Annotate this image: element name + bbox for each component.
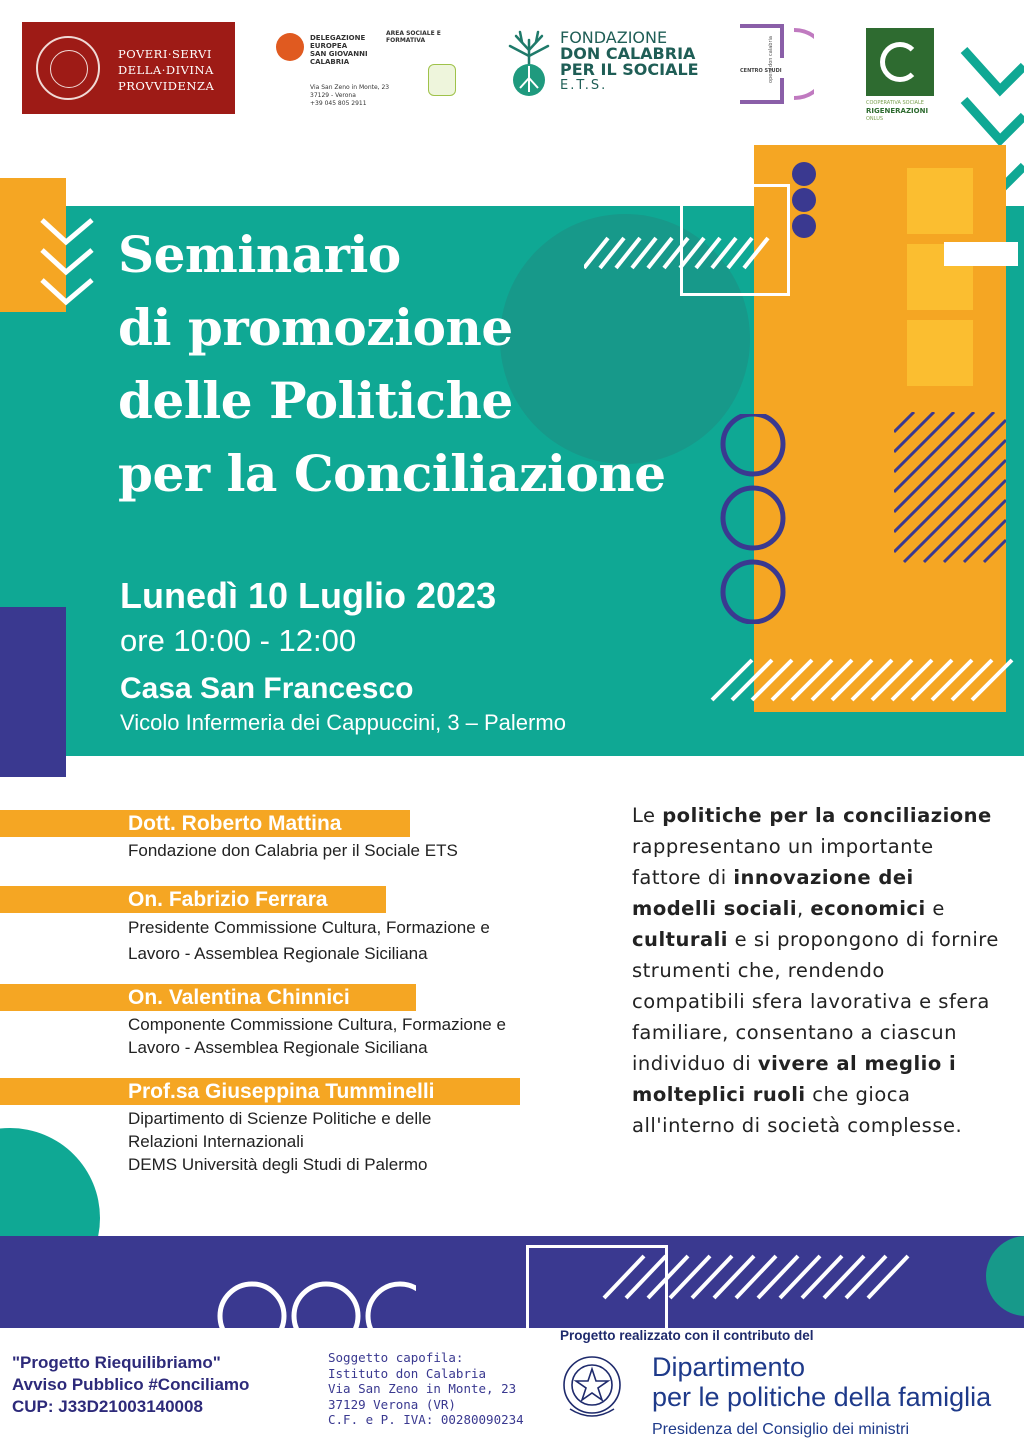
centro-studi-sub: opera don calabria — [768, 36, 774, 83]
speaker-role — [128, 1013, 608, 1059]
delegazione-mark-icon — [276, 33, 304, 61]
title-line: per la Conciliazione — [118, 444, 666, 503]
capofila-line: 37129 Verona (VR) — [328, 1396, 456, 1412]
project-info — [12, 1352, 249, 1418]
department-subtitle: per le politiche della famiglia — [652, 1382, 992, 1412]
orange-tile — [907, 168, 973, 234]
presidency-label: Presidenza del Consiglio dei ministri — [652, 1421, 910, 1438]
contribution-label: Progetto realizzato con il contributo del — [560, 1328, 814, 1343]
emphasis-text: vivere al meglio i molteplici ruoli — [632, 1052, 957, 1106]
role-line: Componente Commissione Cultura, Formazione e — [128, 1015, 506, 1034]
title-line: Seminario — [118, 225, 401, 284]
capofila-line: Via San Zeno in Monte, 23 — [328, 1381, 517, 1396]
address-line: +39 045 805 2911 — [310, 100, 367, 107]
white-rings-icon — [216, 1276, 416, 1328]
navy-dot-shape — [792, 214, 816, 238]
emphasis-text: culturali — [632, 928, 728, 951]
capofila-line: Istituto don Calabria — [328, 1365, 487, 1381]
role-line: Lavoro - Assemblea Regionale Siciliana — [128, 1038, 428, 1057]
role-line: Fondazione don Calabria per il Sociale ETS — [128, 841, 458, 860]
spiral-icon — [866, 28, 934, 96]
address-line: 37129 - Verona — [310, 92, 356, 99]
logo-line: PROVVIDENZA — [118, 79, 215, 93]
poveri-servi-logo — [22, 22, 235, 114]
speaker-name: On. Fabrizio Ferrara — [128, 888, 328, 911]
speaker-role — [128, 839, 608, 862]
italian-emblem-icon — [560, 1351, 624, 1425]
speaker-name: On. Valentina Chinnici — [128, 986, 350, 1009]
capofila-line: C.F. e P. IVA: 00280090234 — [328, 1412, 524, 1427]
role-line: Relazioni Internazionali — [128, 1132, 304, 1151]
logo-line: POVERI·SERVI — [118, 47, 212, 61]
delegazione-name — [310, 34, 368, 66]
rigenerazioni-logo — [866, 28, 934, 122]
conciliation-description — [632, 800, 1004, 1141]
emphasis-text: economici — [810, 897, 926, 920]
role-line: DEMS Università degli Studi di Palermo — [128, 1155, 428, 1174]
title-line: delle Politiche — [118, 371, 513, 430]
body-text: che gioca all'interno di società complesse. — [632, 1083, 963, 1137]
logo-line: EUROPEA — [310, 42, 348, 50]
fondazione-line: DON CALABRIA — [560, 44, 696, 63]
fondazione-line: E.T.S. — [560, 78, 608, 93]
speaker-name-bar — [0, 810, 410, 837]
rigenerazioni-line: COOPERATIVA SOCIALE — [866, 100, 924, 106]
body-text: rappresentano un importante fattore di — [632, 835, 934, 889]
event-date: Lunedì 10 Luglio 2023 — [120, 575, 497, 616]
speaker-role — [128, 1107, 608, 1176]
speaker-name: Dott. Roberto Mattina — [128, 812, 342, 835]
event-time: ore 10:00 - 12:00 — [120, 623, 357, 658]
project-line: CUP: J33D21003140008 — [12, 1397, 203, 1416]
badge-icon — [428, 64, 456, 96]
centro-studi-logo — [738, 22, 814, 106]
navy-dot-shape — [792, 188, 816, 212]
white-stripes-lower-icon — [708, 656, 1024, 704]
role-line: Lavoro - Assemblea Regionale Siciliana — [128, 944, 428, 963]
fondazione-line: FONDAZIONE — [560, 28, 668, 47]
project-line: Avviso Pubblico #Conciliamo — [12, 1375, 250, 1394]
fondazione-line: PER IL SOCIALE — [560, 60, 699, 79]
capofila-line: Soggetto capofila: — [328, 1350, 464, 1365]
poveri-servi-text — [118, 46, 214, 94]
speaker-name-bar — [0, 886, 386, 913]
navy-dot-shape — [792, 162, 816, 186]
logo-line: CALABRIA — [310, 58, 350, 66]
logo-line: DELLA·DIVINA — [118, 63, 214, 77]
lead-partner-info — [328, 1350, 524, 1428]
event-address: Vicolo Infermeria dei Cappuccini, 3 – Palermo — [120, 710, 566, 735]
event-title — [118, 218, 738, 510]
role-line: Dipartimento di Scienze Politiche e delle — [128, 1109, 432, 1128]
delegazione-area: AREA SOCIALE E FORMATIVA — [386, 30, 441, 44]
logo-line: SAN GIOVANNI — [310, 50, 368, 58]
seal-icon — [36, 36, 100, 100]
body-text: Le — [632, 804, 663, 827]
address-line: Via San Zeno in Monte, 23 — [310, 84, 390, 91]
role-line: Presidente Commissione Cultura, Formazione e — [128, 918, 490, 937]
logo-line: DELEGAZIONE — [310, 34, 366, 42]
navy-hatch-icon — [894, 412, 1006, 592]
speaker-name-bar — [0, 1078, 520, 1105]
tree-icon — [506, 30, 552, 96]
body-text: e si propongono di fornire strumenti che, rendendo compatibili sfera lavorativa e sfera familiare, consentano a ciascun individuo di — [632, 928, 999, 1075]
emphasis-text: politiche per la conciliazione — [662, 804, 992, 827]
body-text: e — [925, 897, 945, 920]
project-line: "Progetto Riequilibriamo" — [12, 1353, 221, 1372]
fondazione-logo — [504, 26, 704, 106]
left-navy-block — [0, 607, 66, 777]
delegazione-logo — [276, 30, 466, 120]
delegazione-address — [310, 84, 389, 108]
department-title: Dipartimento — [652, 1352, 806, 1382]
white-bar-shape — [944, 242, 1018, 266]
bottom-stripes-icon — [600, 1252, 916, 1302]
rigenerazioni-line: ONLUS — [866, 116, 884, 122]
body-text: , — [797, 897, 811, 920]
emphasis-text: innovazione dei modelli sociali — [632, 866, 914, 920]
orange-tile — [907, 320, 973, 386]
speaker-role — [128, 915, 608, 967]
rigenerazioni-line: RIGENERAZIONI — [866, 107, 929, 115]
centro-studi-mark-icon — [738, 22, 814, 106]
speaker-name-bar — [0, 984, 416, 1011]
speaker-name: Prof.sa Giuseppina Tumminelli — [128, 1080, 435, 1103]
event-venue: Casa San Francesco — [120, 672, 414, 705]
title-line: di promozione — [118, 298, 513, 357]
chevrons-left-icon — [36, 216, 98, 316]
centro-studi-text: CENTRO STUDI — [740, 68, 782, 74]
